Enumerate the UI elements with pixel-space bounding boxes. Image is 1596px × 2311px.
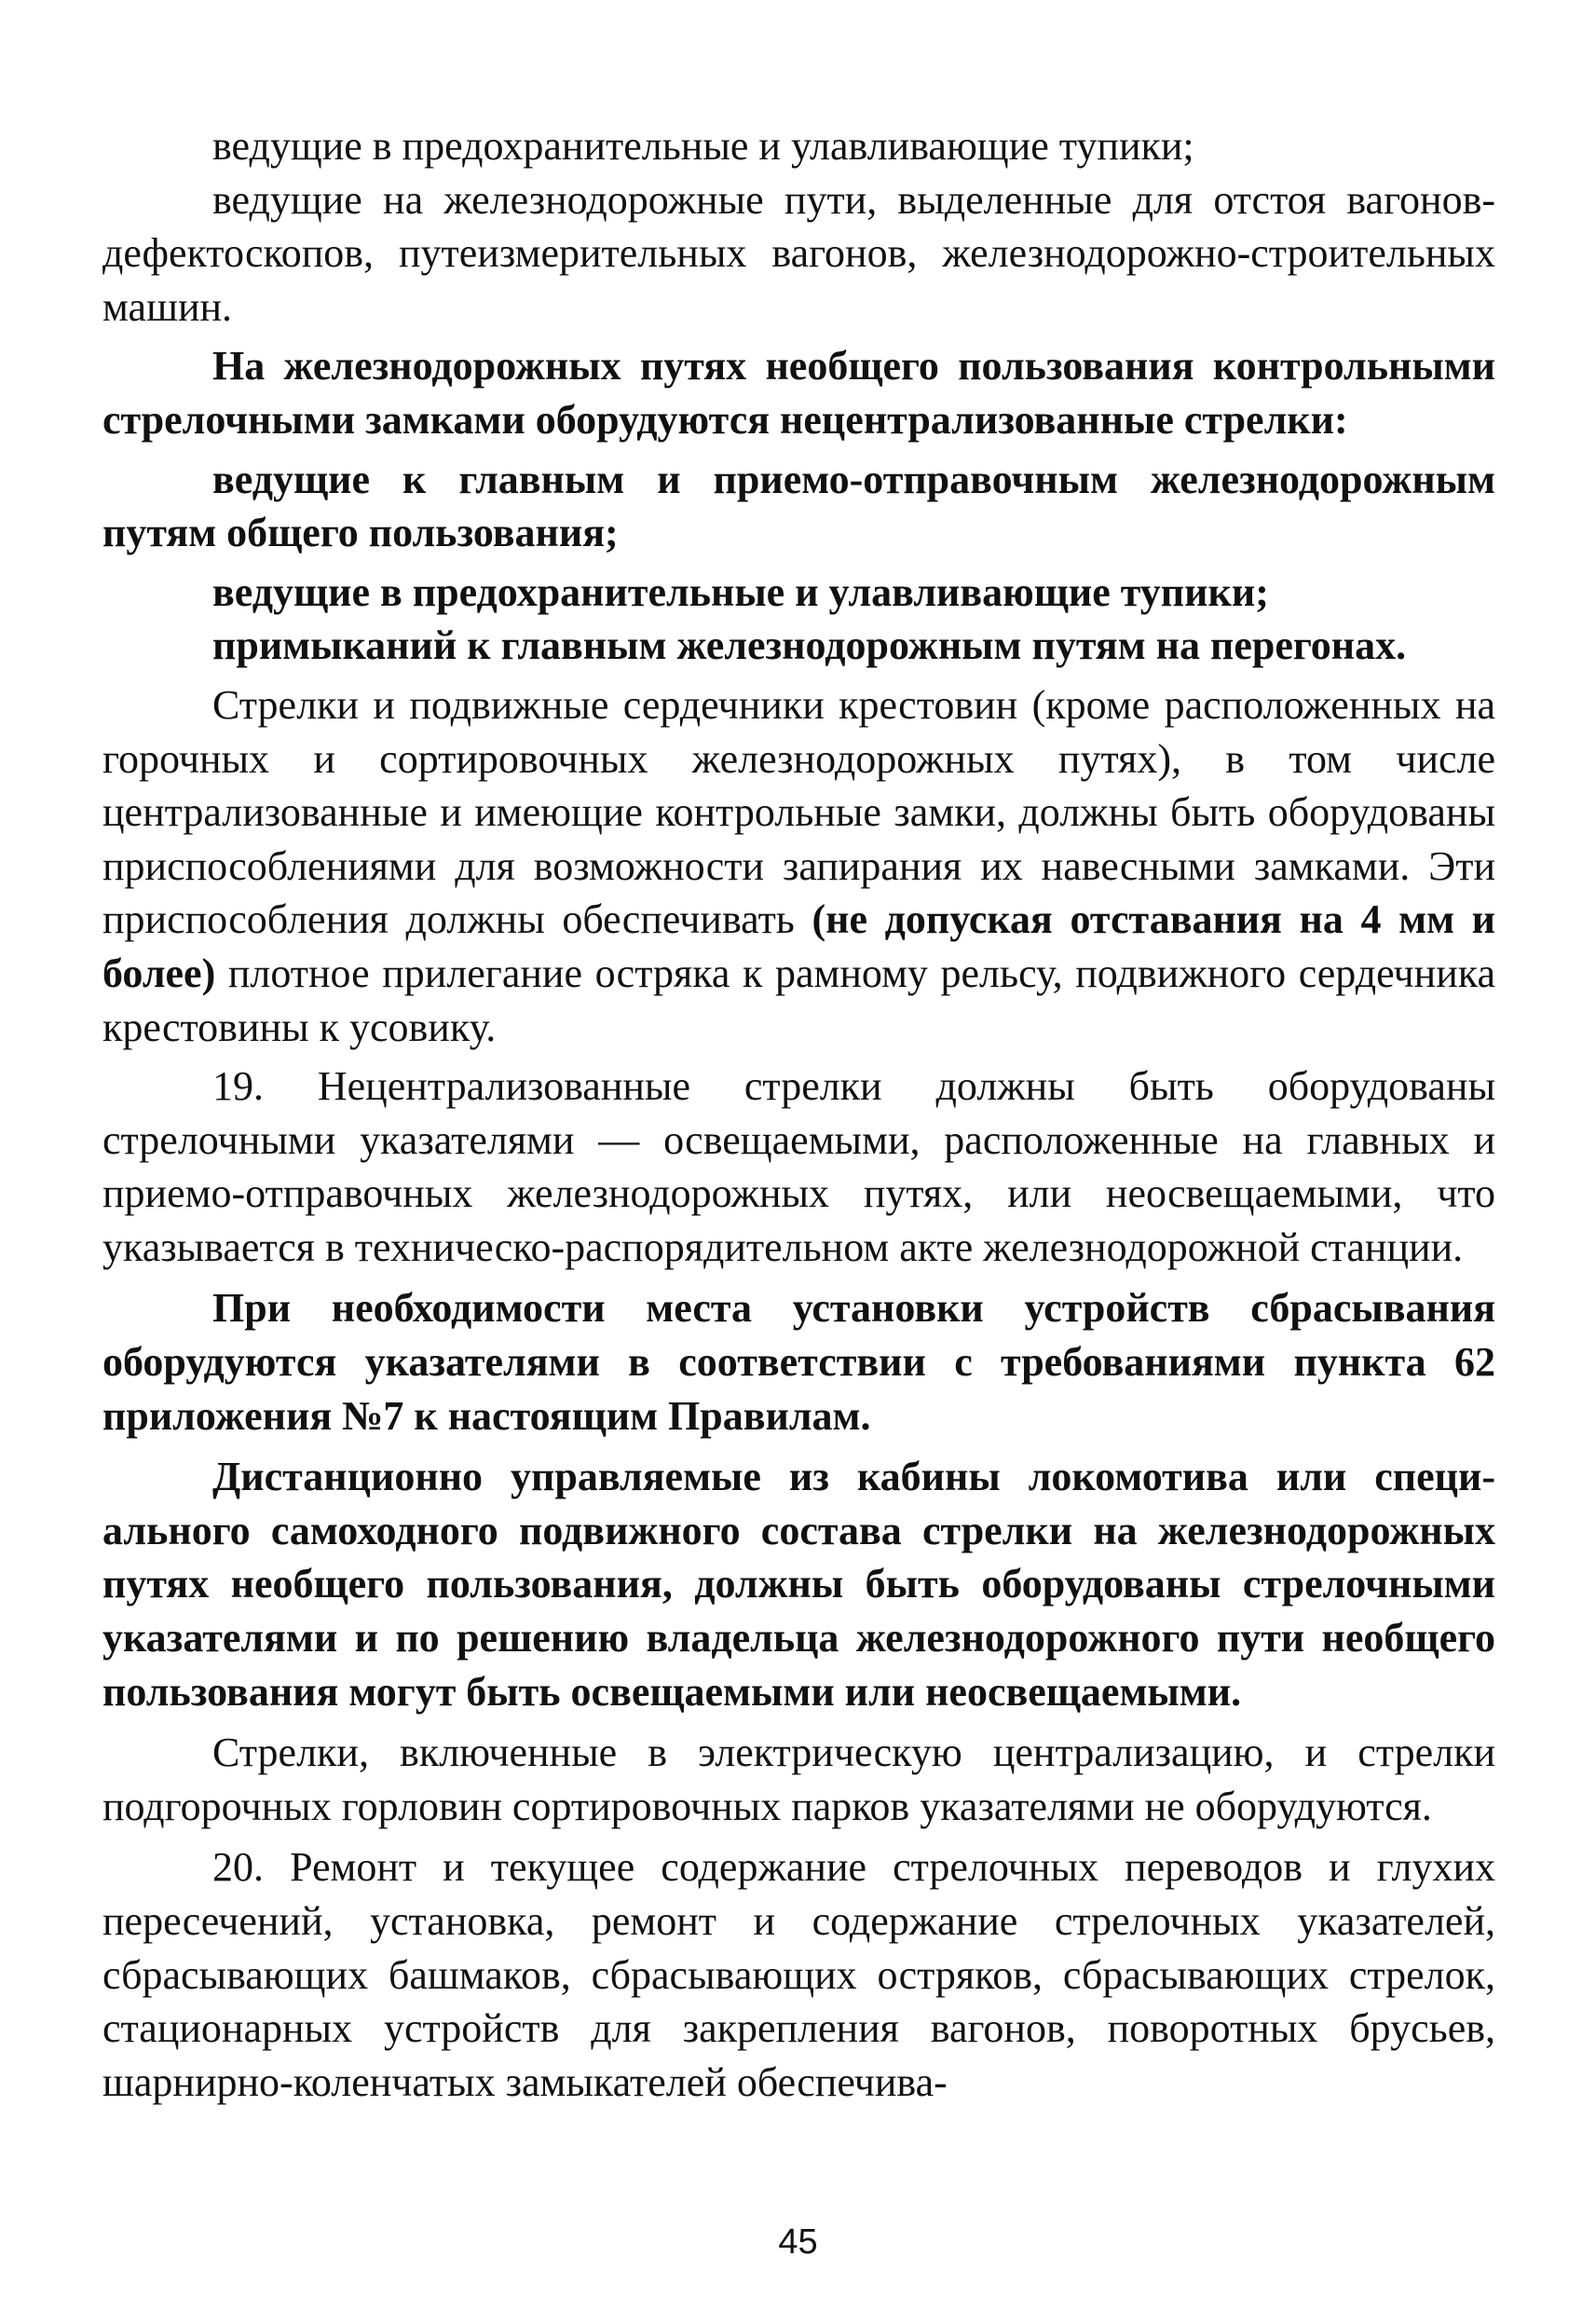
paragraph-7-text-a: Стрелки и подвижные сердечники крестовин (кроме расположенных на горочных и сортировочных железнодорожных путях), в том числе централизованные и имеющие контрольные замки, должны быть оборудованы приспособлениями для возможности запирания их навесными замками. Эти приспособления должны обеспечивать (102, 681, 1495, 943)
paragraph-10-bold: Дистанционно управляемые из кабины локомотива или специального самоходного подвижного состава стрелки на железнодорожных путях необщего пользования, должны быть оборудованы стрелочными указателями и по решению владельца железнодорожного пути необщего пользования могут быть освещаемыми или неосвещаемыми. (102, 1454, 1495, 1715)
document-page (102, 119, 1495, 2109)
paragraph-7-bold-fragment: (не допуская отставания на 4 мм и более) (102, 896, 1495, 996)
paragraph-3-bold: На железнодорожных путях необщего пользования контрольными стрелочными замками оборудуются нецентрализованные стрелки: (102, 343, 1495, 443)
paragraph-7-text-b: плотное прилегание остряка к рамному рельсу, подвижного сердечника крестовины к усовику. (102, 950, 1495, 1050)
paragraph-8-item-19: 19. Нецентрализованные стрелки должны быть оборудованы стрелочными указателями — освещаемыми, расположенные на главных и приемо-отправочных железнодорожных путях, или неосвещаемыми, что указывается в техническо-распорядительном акте железнодорожной станции. (102, 1063, 1495, 1270)
paragraph-2: ведущие на железнодорожные пути, выделенные для отстоя вагонов-дефектоскопов, путеизмерительных вагонов, железнодорожно-строительных машин. (102, 176, 1495, 330)
paragraph-6-bold: примыканий к главным железнодорожным путям на перегонах. (212, 622, 1407, 669)
paragraph-9-bold: При необходимости места установки устройств сбрасывания оборудуются указателями в соответствии с требованиями пункта 62 приложения №7 к настоящим Правилам. (102, 1285, 1495, 1439)
paragraph-11: Стрелки, включенные в электрическую централизацию, и стрелки подгорочных горловин сортировочных парков указателями не оборудуются. (102, 1730, 1495, 1829)
page-number: 45 (778, 2222, 818, 2262)
paragraph-7 (102, 678, 1495, 1054)
paragraph-12-item-20: 20. Ремонт и текущее содержание стрелочных переводов и глухих пересечений, установка, ремонт и содержание стрелочных указателей, сбрасывающих башмаков, сбрасывающих остряков, сбрасывающих стрелок, стационарных устройств для закрепления вагонов, поворотных брусьев, шарнирно-коленчатых замыкателей обеспечива- (102, 1844, 1495, 2105)
paragraph-5-bold: ведущие в предохранительные и улавливающие тупики; (212, 568, 1269, 615)
paragraph-4-bold: ведущие к главным и приемо-отправочным железнодорожным путям общего пользования; (102, 456, 1495, 556)
paragraph-1: ведущие в предохранительные и улавливающие тупики; (212, 123, 1194, 169)
